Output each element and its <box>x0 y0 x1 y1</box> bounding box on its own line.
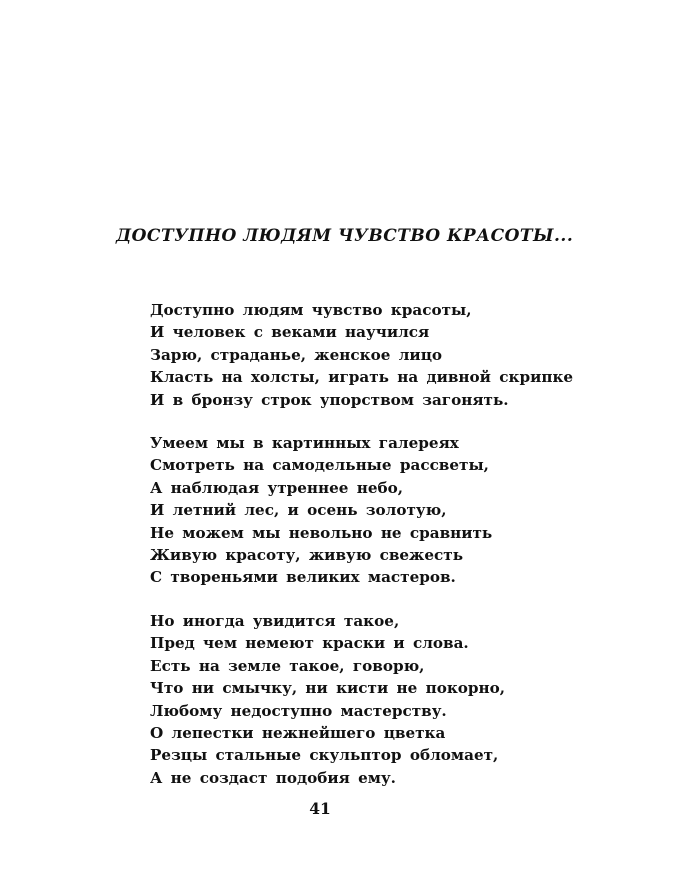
poem-line: О лепестки нежнейшего цветка <box>150 723 446 742</box>
poem-line: И человек с веками научился <box>150 323 430 342</box>
poem-line: Резцы стальные скульптор обломает, <box>150 746 499 765</box>
poem-line: Зарю, страданье, женское лицо <box>150 345 443 364</box>
poem-line: Живую красоту, живую свежесть <box>150 546 464 565</box>
poem-line: Что ни смычку, ни кисти не покорно, <box>150 679 506 698</box>
stanza-2 <box>150 432 670 589</box>
poem-line: А не создаст подобия ему. <box>150 768 396 787</box>
poem-line: Класть на холсты, играть на дивной скрипке <box>150 368 574 387</box>
poem-line: Не можем мы невольно не сравнить <box>150 523 493 542</box>
poem-line: Но иногда увидится такое, <box>150 611 400 630</box>
poem-line: Умеем мы в картинных галереях <box>150 434 459 453</box>
poem-line: И в бронзу строк упорством загонять. <box>150 390 509 409</box>
poem-line: Доступно людям чувство красоты, <box>150 301 472 319</box>
poem-line: А наблюдая утреннее небо, <box>150 478 404 497</box>
poem-line: С твореньями великих мастеров. <box>150 568 456 587</box>
poem-line: И летний лес, и осень золотую, <box>150 501 447 520</box>
stanza-3 <box>150 610 670 789</box>
poem-line: Любому недоступно мастерству. <box>150 701 447 720</box>
page-number: 41 <box>309 799 331 818</box>
poem-line: Есть на земле такое, говорю, <box>150 656 425 675</box>
poem-line: Пред чем немеют краски и слова. <box>150 634 469 653</box>
poem-line: Смотреть на самодельные рассветы, <box>150 456 489 475</box>
stanza-1 <box>150 299 670 411</box>
poem-title: ДОСТУПНО ЛЮДЯМ ЧУВСТВО КРАСОТЫ... <box>116 226 574 246</box>
poem-body <box>150 299 670 810</box>
